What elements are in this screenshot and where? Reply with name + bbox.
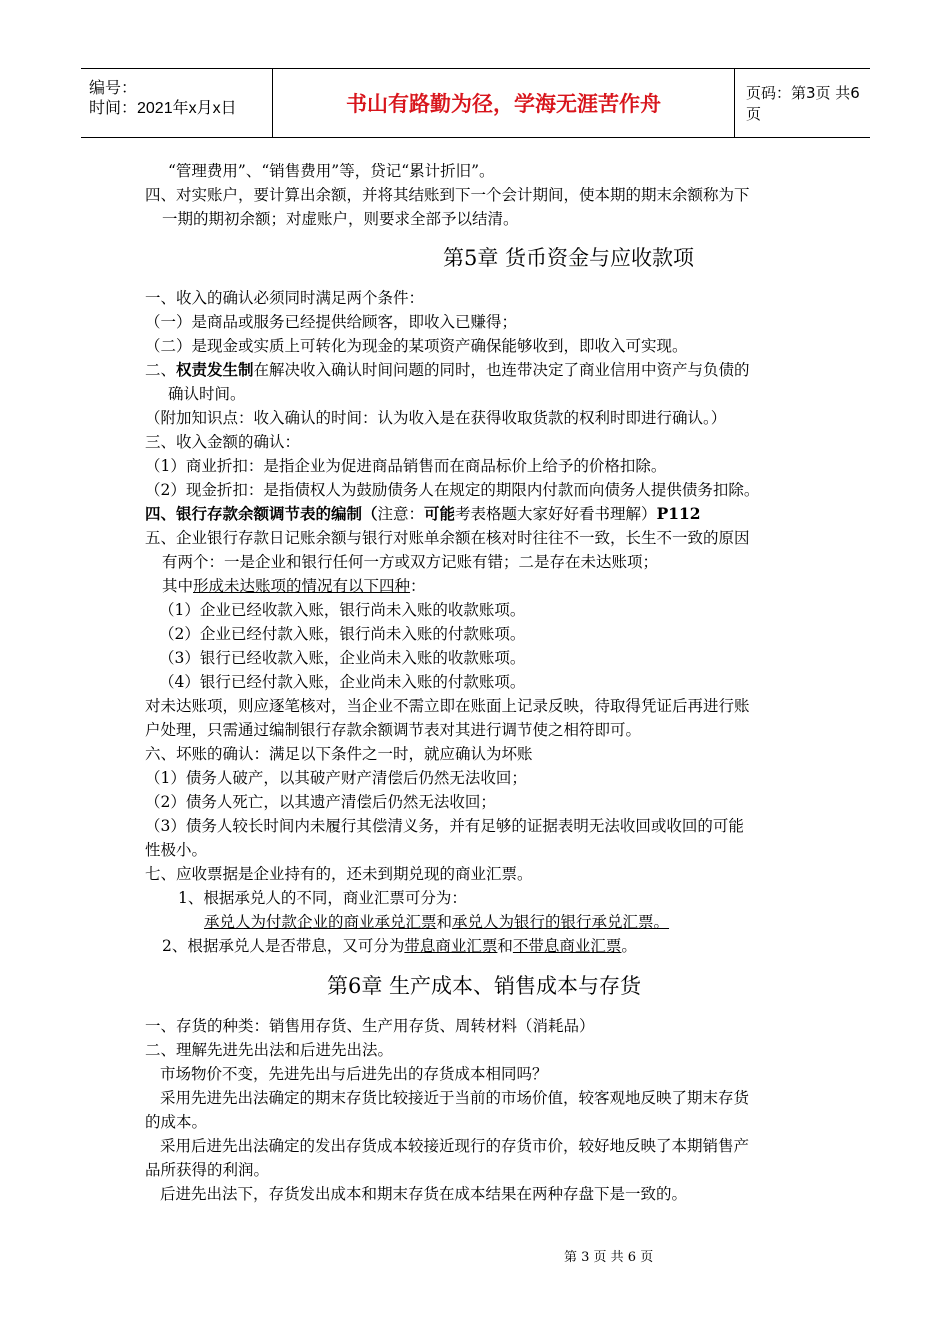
text-line: 一、存货的种类：销售用存货、生产用存货、周转材料（消耗品） (145, 1017, 595, 1035)
text-line: 四、对实账户，要计算出余额，并将其结账到下一个会计期间，使本期的期末余额称为下 (145, 186, 750, 204)
text-line: （附加知识点：收入确认的时间：认为收入是在获得收取货款的权利时即进行确认。） (145, 409, 727, 427)
text-line: （2）债务人死亡，以其遗产清偿后仍然无法收回； (145, 793, 496, 811)
text-line: 七、应收票据是企业持有的，还未到期兑现的商业汇票。 (145, 865, 533, 883)
text-line: 五、企业银行存款日记账余额与银行对账单余额在核对时往往不一致，长生不一致的原因 (145, 529, 750, 547)
text-line: 1、根据承兑人的不同，商业汇票可分为： (178, 889, 467, 907)
text-line: （2）现金折扣：是指债权人为鼓励债务人在规定的期限内付款而向债务人提供债务扣除。 (145, 481, 760, 499)
text-line: （一）是商品或服务已经提供给顾客，即收入已赚得； (145, 313, 518, 331)
text-line: 三、收入金额的确认： (145, 433, 301, 451)
document-date-label: 时间：2021年x月x日 (89, 100, 237, 117)
chapter-heading: 第6章 生产成本、销售成本与存货 (327, 974, 642, 998)
document-number-label: 编号： (89, 80, 138, 97)
text-line: 二、权责发生制在解决收入确认时间问题的同时，也连带决定了商业信用中资产与负债的 (145, 360, 750, 379)
header-motto: 书山有路勤为径，学海无涯苦作舟 (272, 69, 735, 137)
text-line: 四、银行存款余额调节表的编制（注意：可能考表格题大家好好看书理解）P112 (145, 504, 701, 523)
text-line: （3）债务人较长时间内未履行其偿清义务，并有足够的证据表明无法收回或收回的可能 (145, 817, 744, 835)
text-line: 的成本。 (145, 1113, 208, 1131)
header-page-label: 页码：第3页 共6页 (746, 84, 860, 123)
bold-term: 权责发生制 (176, 360, 254, 379)
text-line: 承兑人为付款企业的商业承兑汇票和承兑人为银行的银行承兑汇票。 (204, 913, 670, 931)
text-line: 对未达账项，则应逐笔核对，当企业不需立即在账面上记录反映，待取得凭证后再进行账 (145, 697, 750, 715)
text-line: 性极小。 (145, 841, 208, 859)
text-line: （1）企业已经收款入账，银行尚未入账的收款账项。 (159, 601, 526, 619)
text-line: （二）是现金或实质上可转化为现金的某项资产确保能够收到，即收入可实现。 (145, 337, 688, 355)
text-line: 一、收入的确认必须同时满足两个条件： (145, 289, 425, 307)
text-line: 市场物价不变，先进先出与后进先出的存货成本相同吗？ (160, 1065, 548, 1083)
text-line: （1）债务人破产，以其破产财产清偿后仍然无法收回； (145, 769, 527, 787)
text-line: （2）企业已经付款入账，银行尚未入账的付款账项。 (159, 625, 526, 643)
text-line: 采用后进先出法确定的发出存货成本较接近现行的存货市价，较好地反映了本期销售产 (160, 1137, 750, 1155)
text-line: 有两个：一是企业和银行任何一方或双方记账有错；二是存在未达账项； (162, 553, 659, 571)
text-line: 品所获得的利润。 (145, 1161, 270, 1179)
text-line: （4）银行已经付款入账，企业尚未入账的付款账项。 (159, 673, 526, 691)
page-footer: 第 3 页 共 6 页 (564, 1250, 654, 1265)
text-line: “管理费用”、“销售费用”等，贷记“累计折旧”。 (168, 162, 495, 180)
text-line: 其中形成未达账项的情况有以下四种： (162, 577, 426, 595)
text-line: 六、坏账的确认：满足以下条件之一时，就应确认为坏账 (145, 745, 533, 763)
text-line: 确认时间。 (168, 385, 246, 403)
chapter-heading: 第5章 货币资金与应收款项 (443, 246, 695, 270)
text-line: 后进先出法下，存货发出成本和期末存货在成本结果在两种存盘下是一致的。 (160, 1185, 688, 1203)
text-line: （3）银行已经收款入账，企业尚未入账的收款账项。 (159, 649, 526, 667)
text-line: 采用先进先出法确定的期末存货比较接近于当前的市场价值，较客观地反映了期末存货 (160, 1089, 750, 1107)
text-line: 二、理解先进先出法和后进先出法。 (145, 1041, 394, 1059)
text-line: 户处理，只需通过编制银行存款余额调节表对其进行调节使之相符即可。 (145, 721, 642, 739)
text-line: 一期的期初余额；对虚账户，则要求全部予以结清。 (162, 210, 519, 228)
text-line: （1）商业折扣：是指企业为促进商品销售而在商品标价上给予的价格扣除。 (145, 457, 667, 475)
text-line: 2、根据承兑人是否带息，又可分为带息商业汇票和不带息商业汇票。 (162, 937, 637, 955)
